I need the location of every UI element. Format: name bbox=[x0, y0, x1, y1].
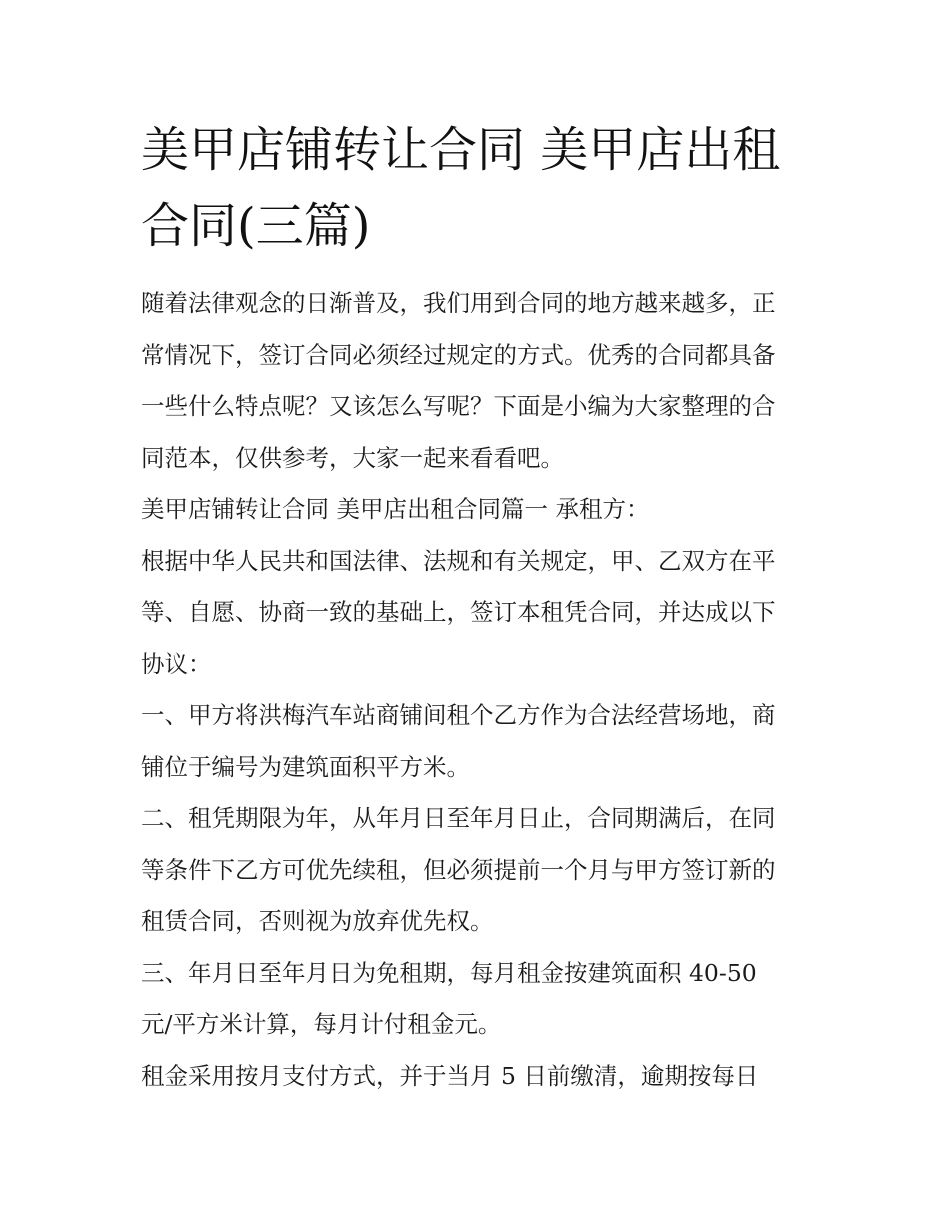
text-line: 常情况下，签订合同必须经过规定的方式。优秀的合同都具备 bbox=[141, 340, 776, 369]
text-line: 租赁合同，否则视为放弃优先权。 bbox=[141, 907, 494, 935]
text-line: 同范本，仅供参考，大家一起来看看吧。 bbox=[141, 443, 564, 472]
title-line: 美甲店铺转让合同 美甲店出租 bbox=[141, 122, 781, 178]
clause-1-paragraph bbox=[141, 690, 821, 793]
rent-payment-paragraph bbox=[141, 1051, 821, 1103]
text-line: 三、年月日至年月日为免租期，每月租金按建筑面积 40-50 bbox=[141, 958, 757, 987]
section-heading-paragraph bbox=[141, 484, 821, 536]
text-line: 美甲店铺转让合同 美甲店出租合同篇一 承租方： bbox=[141, 495, 650, 523]
text-line: 等条件下乙方可优先续租，但必须提前一个月与甲方签订新的 bbox=[141, 855, 776, 884]
text-line: 元/平方米计算，每月计付租金元。 bbox=[141, 1010, 502, 1038]
document-page bbox=[141, 112, 821, 1102]
text-line: 二、租凭期限为年，从年月日至年月日止，合同期满后，在同 bbox=[141, 804, 776, 832]
clause-2-paragraph bbox=[141, 793, 821, 948]
text-line: 铺位于编号为建筑面积平方米。 bbox=[141, 752, 470, 781]
text-line: 一些什么特点呢？又该怎么写呢？下面是小编为大家整理的合 bbox=[141, 392, 776, 420]
text-line: 租金采用按月支付方式，并于当月 5 日前缴清，逾期按每日 bbox=[141, 1061, 759, 1090]
preamble-paragraph bbox=[141, 536, 821, 691]
intro-paragraph bbox=[141, 278, 821, 484]
clause-3-paragraph bbox=[141, 948, 821, 1051]
text-line: 一、甲方将洪梅汽车站商铺间租个乙方作为合法经营场地，商 bbox=[141, 701, 776, 729]
text-line: 等、自愿、协商一致的基础上，签订本租凭合同，并达成以下 bbox=[141, 598, 776, 626]
document-title bbox=[141, 112, 821, 264]
text-line: 根据中华人民共和国法律、法规和有关规定，甲、乙双方在平 bbox=[141, 546, 776, 575]
text-line: 随着法律观念的日渐普及，我们用到合同的地方越来越多，正 bbox=[141, 289, 776, 317]
title-line: 合同(三篇) bbox=[141, 198, 371, 254]
text-line: 协议： bbox=[141, 649, 212, 678]
